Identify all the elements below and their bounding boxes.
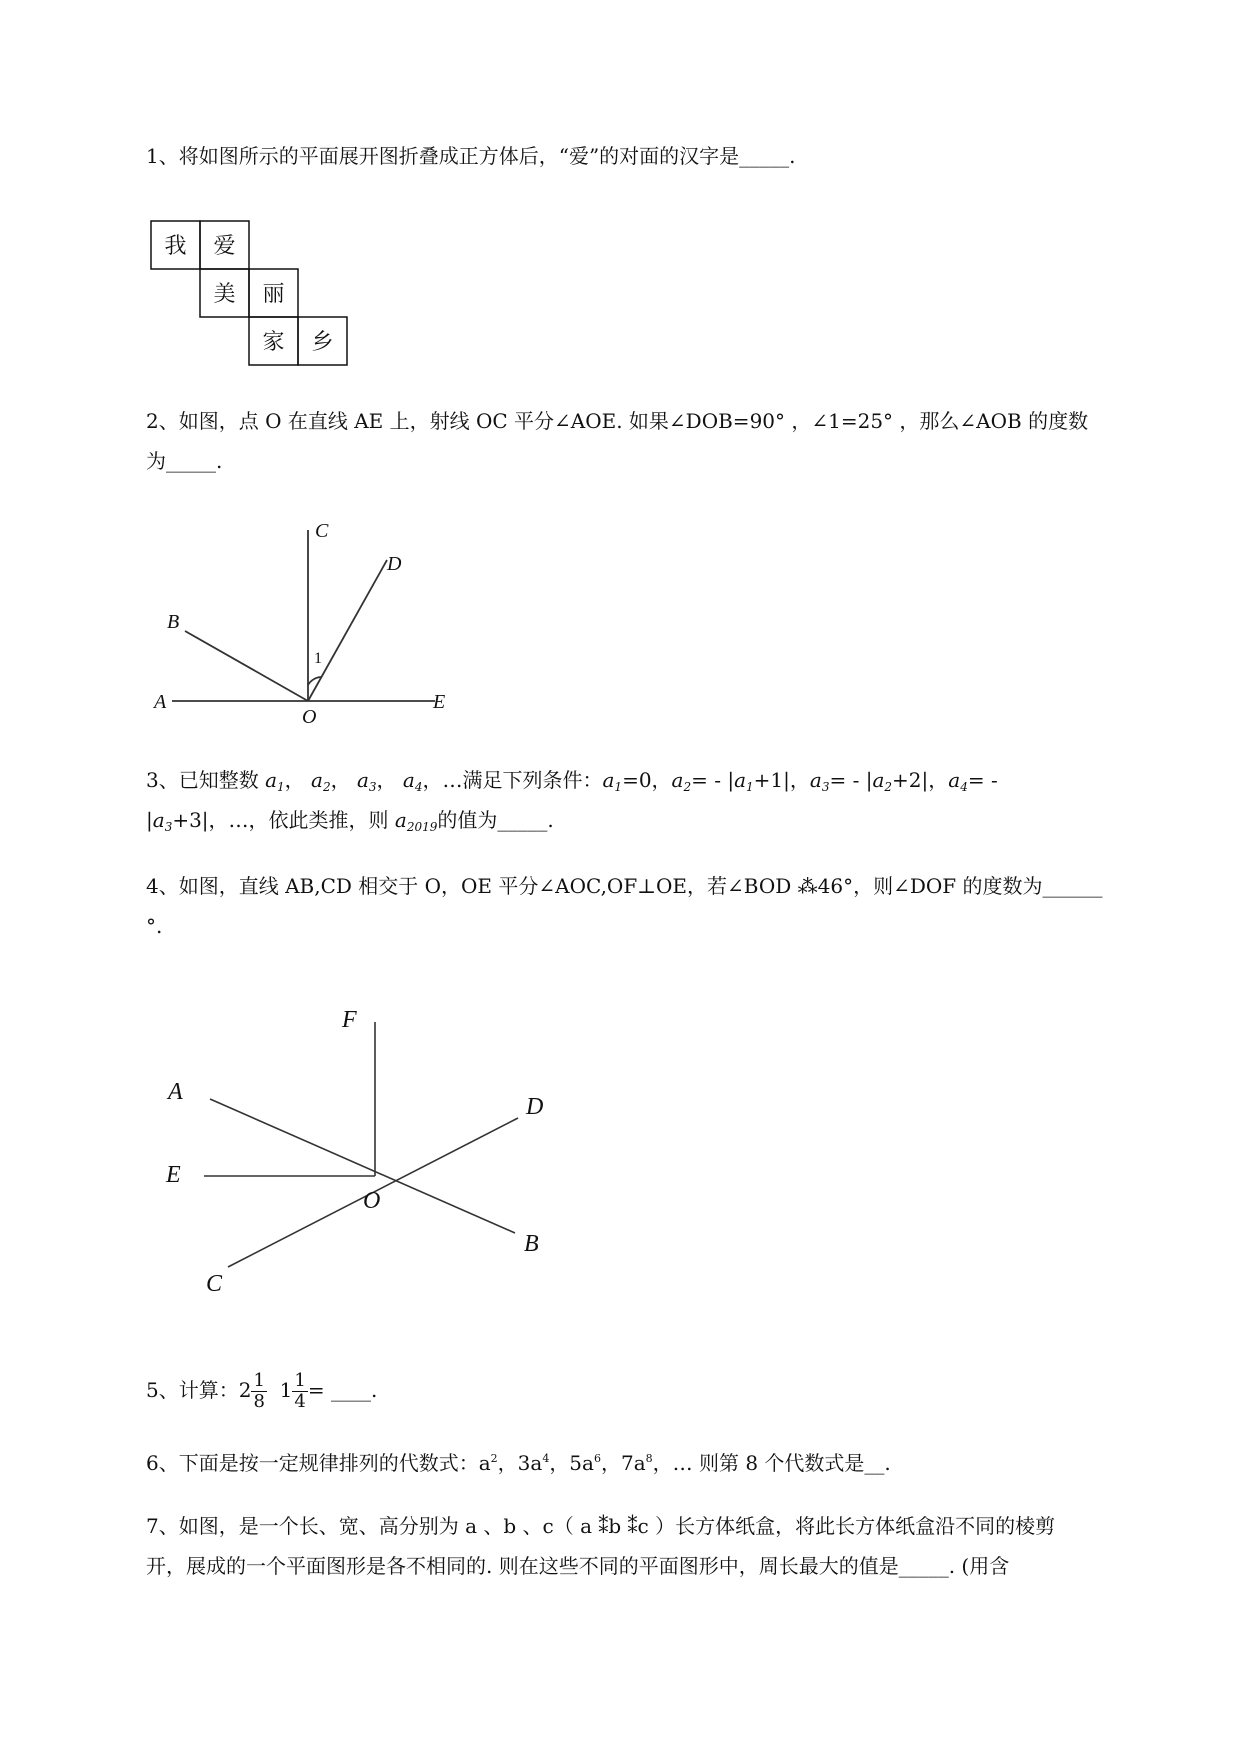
- q3-var: a: [311, 768, 323, 792]
- label-O: O: [363, 1188, 381, 1214]
- q6-term: ，7a: [600, 1451, 646, 1475]
- q3-sub: 4: [414, 780, 423, 794]
- q7-line1: 7、如图，是一个长、宽、高分别为 a 、b 、c（ a ⁑b ⁑c ）长方体纸盒，将此长方体纸盒沿不同的棱剪: [146, 1514, 1056, 1538]
- q6-exp: 6: [593, 1452, 601, 1465]
- label-D: D: [387, 553, 402, 575]
- q3-sub: 1: [746, 780, 754, 794]
- net-cell-4: 丽: [262, 281, 285, 306]
- q3-var: a: [948, 768, 961, 792]
- q3-line2c: 的值为_____.: [437, 808, 554, 832]
- label-B: B: [524, 1231, 539, 1257]
- label-D: D: [526, 1094, 544, 1120]
- q6-suffix: ，… 则第 8 个代数式是__.: [652, 1451, 891, 1475]
- label-E: E: [433, 691, 446, 713]
- q3-var: a: [602, 768, 615, 792]
- q3-p2: …满足下列条件：: [442, 768, 603, 792]
- q3-var: a: [356, 768, 369, 792]
- q3-p1: 3、已知整数: [146, 768, 259, 792]
- q5-whole-2: 1: [279, 1378, 293, 1402]
- q3-c2: = - |: [691, 768, 735, 792]
- label-C: C: [206, 1271, 223, 1295]
- label-E: E: [166, 1162, 181, 1188]
- q3-c4: = - |: [829, 768, 873, 792]
- q3-var: a: [152, 808, 165, 832]
- q3-c6: = -: [967, 768, 998, 792]
- q3-sub: 3: [164, 820, 173, 834]
- q5-suffix: = ____.: [307, 1378, 378, 1402]
- q3-sub: 3: [368, 780, 377, 794]
- label-O: O: [302, 706, 317, 728]
- q6-term: ，3a: [497, 1451, 543, 1475]
- q3-c3: +1|，: [753, 768, 810, 792]
- q2-line1: 2、如图，点 O 在直线 AE 上，射线 OC 平分∠AOE. 如果∠DOB=90° ，∠1=25° ，那么∠AOB 的度数: [146, 409, 1089, 433]
- q3-var: a: [265, 768, 278, 792]
- q3-var: a: [734, 768, 747, 792]
- q3-line2b: +3|，…，依此类推，则: [172, 808, 389, 832]
- q4-line1: 4、如图，直线 AB,CD 相交于 O，OE 平分∠AOC,OF⊥OE，若∠BOD ⁂46°，则∠DOF 的度数为______: [146, 874, 1103, 898]
- q3-c5: +2|，: [892, 768, 949, 792]
- q3-var: a: [394, 808, 407, 832]
- q3-sub: 1: [614, 780, 623, 794]
- q3-sub: 2: [884, 780, 893, 794]
- net-cell-6: 乡: [311, 329, 334, 354]
- q6-line: [146, 1445, 891, 1477]
- q3-sub-2019: 2019: [406, 820, 438, 834]
- q5-whole-1: 2: [238, 1378, 252, 1402]
- q3-var: a: [872, 768, 885, 792]
- label-C: C: [315, 520, 329, 542]
- q1-text: 1、将如图所示的平面展开图折叠成正方体后，“爱”的对面的汉字是_____.: [146, 144, 796, 168]
- q3-sub: 4: [960, 780, 968, 794]
- q3-abs-open: |: [146, 808, 153, 832]
- angle-1-label: 1: [314, 650, 322, 667]
- net-cell-5: 家: [262, 329, 285, 354]
- q5-numerator-1: 1: [253, 1370, 265, 1391]
- q5-denominator-1: 8: [253, 1391, 265, 1412]
- q3-var: a: [809, 768, 822, 792]
- q6-exp: 2: [490, 1452, 498, 1465]
- q3-sub: 1: [277, 780, 285, 794]
- angle-figure-q4: [150, 995, 570, 1295]
- q6-term: ，5a: [549, 1451, 594, 1475]
- q2-line2: 为_____.: [146, 449, 223, 473]
- label-A: A: [154, 691, 167, 713]
- q3-c1: =0，: [622, 768, 672, 792]
- q5-denominator-2: 4: [294, 1391, 306, 1412]
- net-cell-2: 爱: [213, 233, 236, 258]
- q3-var: a: [671, 768, 684, 792]
- cube-net-figure: [150, 220, 350, 370]
- q3-sub: 2: [322, 780, 331, 794]
- q5-line: [146, 1368, 377, 1412]
- label-A: A: [168, 1079, 183, 1105]
- q5-prefix: 5、计算：: [146, 1378, 239, 1402]
- net-cell-1: 我: [164, 233, 187, 258]
- net-cell-3: 美: [213, 281, 236, 306]
- q3-line2: [146, 806, 554, 841]
- angle-figure-q2: [140, 510, 470, 730]
- q6-exp: 8: [645, 1452, 653, 1465]
- q3-sub: 2: [683, 780, 692, 794]
- q5-fraction-1: [251, 1371, 266, 1412]
- q7-line2: 开，展成的一个平面图形是各不相同的. 则在这些不同的平面图形中，周长最大的值是_____. (用含: [146, 1554, 1010, 1578]
- label-B: B: [167, 611, 180, 633]
- q5-numerator-2: 1: [294, 1370, 306, 1391]
- q5-fraction-2: [292, 1371, 307, 1412]
- q3-sub: 3: [821, 780, 830, 794]
- q6-exp: 4: [542, 1452, 550, 1465]
- q4-line2: °.: [146, 914, 163, 938]
- q3-line1: 3、已知整数 $a_1$， $a_2$， $a_3$， $a_4$，…满足下列条件：$a_1=0$，$a_2= - |a_1+1|$，$a_3= - |a_2+2|$，$a_4=$ -: [146, 768, 998, 794]
- q6-prefix: 6、下面是按一定规律排列的代数式：a: [146, 1451, 491, 1475]
- label-F: F: [342, 1007, 357, 1033]
- q3-var: a: [402, 768, 415, 792]
